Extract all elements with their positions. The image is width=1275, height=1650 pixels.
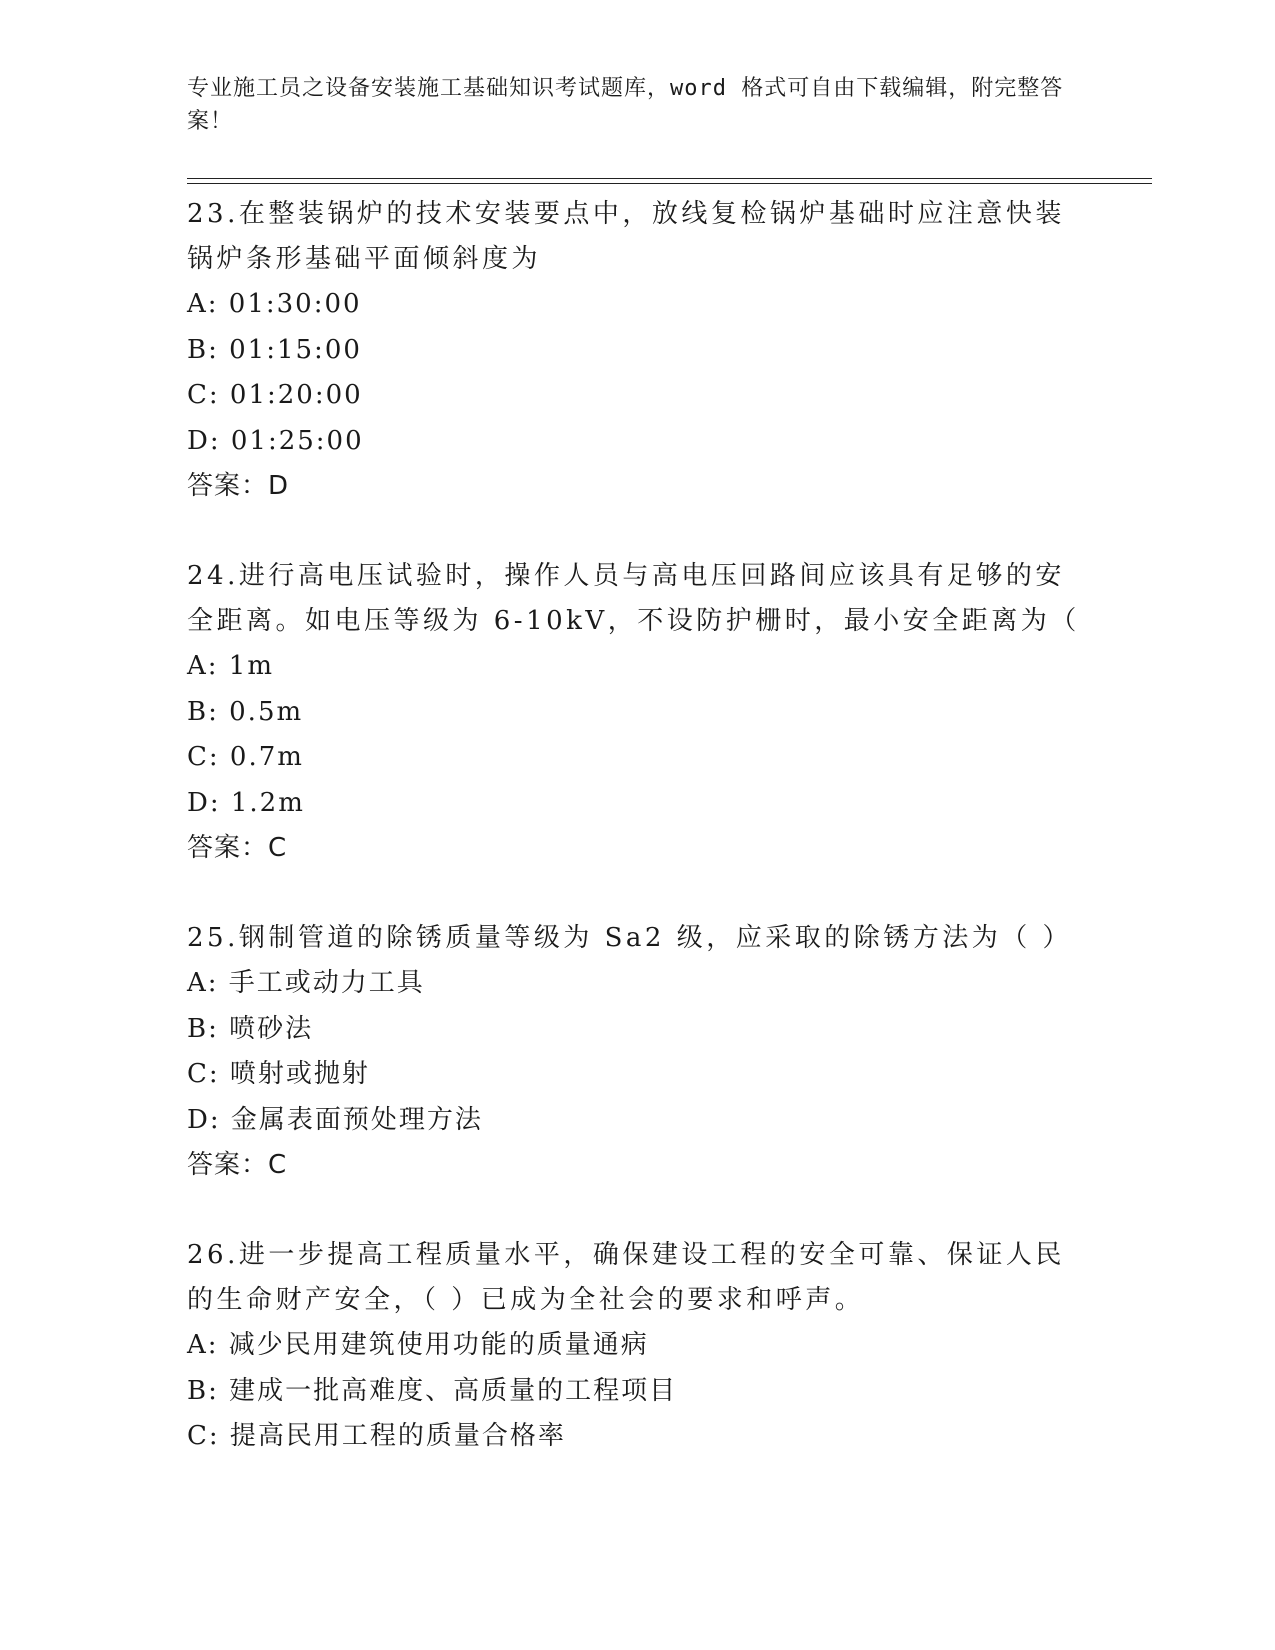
header-divider-bottom [187,183,1152,184]
option-c: C: 提高民用工程的质量合格率 [187,1421,566,1451]
question-25 [187,916,1087,1188]
question-text: 26.进一步提高工程质量水平，确保建设工程的安全可靠、保证人民的生命财产安全，（ ）已成为全社会的要求和呼声。 [187,1240,1065,1315]
option-d: D: 01:25:00 [187,425,364,456]
question-24 [187,554,1087,871]
option-c: C: 0.7m [187,742,304,772]
option-a: A: 1m [187,651,274,681]
question-26 [187,1233,1087,1460]
option-c: C: 01:20:00 [187,380,363,410]
option-a: A: 01:30:00 [187,289,362,319]
option-d: D: 1.2m [187,787,305,818]
question-list [187,192,1087,1460]
option-c: C: 喷射或抛射 [187,1059,370,1089]
document-header: 专业施工员之设备安装施工基础知识考试题库，word 格式可自由下载编辑，附完整答案！ [187,76,1064,134]
option-b: B: 建成一批高难度、高质量的工程项目 [187,1375,678,1406]
answer: 答案：C [187,1150,288,1180]
option-d: D: 金属表面预处理方法 [187,1104,483,1135]
option-a: A: 手工或动力工具 [187,968,425,998]
question-23 [187,192,1087,509]
question-text: 24.进行高电压试验时，操作人员与高电压回路间应该具有足够的安全距离。如电压等级为 6-10kV，不设防护栅时，最小安全距离为（ [187,561,1080,636]
header-divider-top [187,178,1152,179]
option-b: B: 喷砂法 [187,1013,314,1044]
question-text: 23.在整装锅炉的技术安装要点中，放线复检锅炉基础时应注意快装锅炉条形基础平面倾斜度为 [187,199,1065,274]
option-a: A: 减少民用建筑使用功能的质量通病 [187,1330,649,1360]
answer: 答案：C [187,833,288,863]
option-b: B: 0.5m [187,696,304,727]
option-b: B: 01:15:00 [187,334,362,365]
question-text: 25.钢制管道的除锈质量等级为 Sa2 级，应采取的除锈方法为（ ） [187,923,1072,953]
answer: 答案：D [187,471,290,501]
